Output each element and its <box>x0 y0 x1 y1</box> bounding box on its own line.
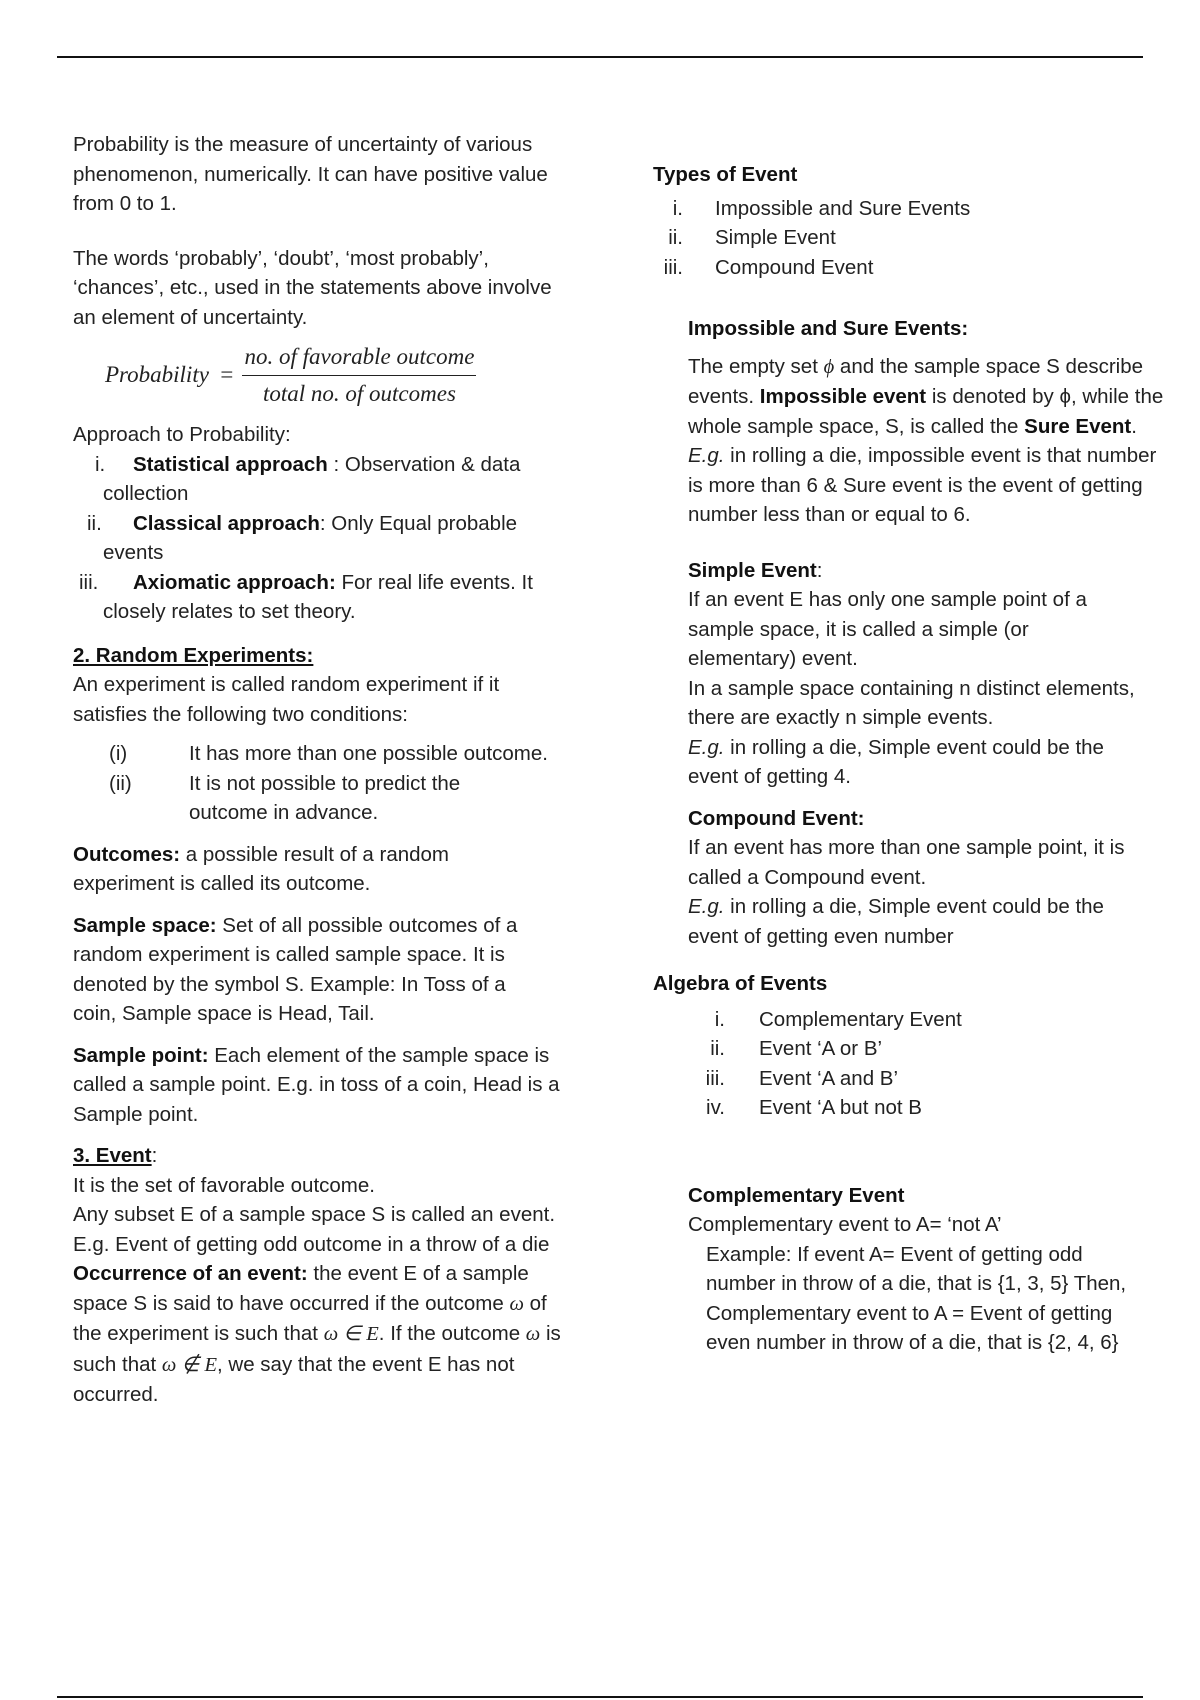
types-num: ii. <box>668 226 683 249</box>
definition-text: and the sample space S describe events. <box>688 354 1144 408</box>
simple-event-heading-text: Simple Event <box>688 558 817 582</box>
complementary-example: Example: If event A= Event of getting odd number in throw of a die, that is {1, 3, 5} Then, Complementary event to A = Event of getting even number in throw of a die, that is {2, 4, 6} <box>706 1242 1127 1354</box>
algebra-list <box>653 1005 1173 1123</box>
compound-event-heading: Compound Event: <box>688 806 865 830</box>
event-line: Any subset E of a sample space S is called an event. E.g. Event of getting odd outcome in a throw of a die <box>73 1203 556 1256</box>
simple-event-example <box>688 733 1158 792</box>
approach-item <box>73 568 543 627</box>
impossible-sure-heading: Impossible and Sure Events: <box>688 317 969 340</box>
event-heading-text: 3. Event <box>73 1144 152 1167</box>
left-column <box>73 130 593 1410</box>
right-column <box>653 160 1173 1358</box>
random-experiments-text: An experiment is called random experiment if it satisfies the following two conditions: <box>73 673 500 726</box>
simple-event-text: In a sample space containing n distinct elements, there are exactly n simple events. <box>688 676 1135 729</box>
simple-event-heading-colon: : <box>816 558 823 582</box>
example-label: E.g. <box>688 735 725 759</box>
types-list <box>653 194 1173 283</box>
condition-item <box>109 739 593 769</box>
occurrence-label: Occurrence of an event: <box>73 1262 308 1285</box>
condition-num: (ii) <box>109 771 132 795</box>
example-label: E.g. <box>688 895 725 918</box>
compound-event-text: If an event has more than one sample point, it is called a Compound event. <box>688 836 1125 889</box>
types-item <box>653 253 1173 283</box>
sample-point-text: Each element of the sample space is called a sample point. E.g. in toss of a coin, Head is a Sample point. <box>73 1043 560 1126</box>
types-num: i. <box>672 196 683 220</box>
formula-fraction <box>242 342 476 408</box>
phi-symbol: ϕ <box>823 355 835 378</box>
formula-denominator: total no. of outcomes <box>262 380 456 406</box>
outcomes-label: Outcomes: <box>73 842 181 866</box>
omega-symbol: ω <box>509 1292 524 1315</box>
sample-space-text: Set of all possible outcomes of a random experiment is called sample space. It is denoted by the symbol S. Example: In Toss of a coin, Sample space is Head, Tail. <box>73 913 518 1025</box>
formula-lhs: Probability <box>105 362 209 388</box>
occurrence-text: is such that <box>73 1322 561 1376</box>
simple-event-heading <box>688 556 1168 586</box>
example-label: E.g. <box>688 444 725 467</box>
algebra-item <box>653 1093 1173 1123</box>
intro-paragraph: Probability is the measure of uncertainty of various phenomenon, numerically. It can have positive value from 0 to 1. <box>73 133 548 215</box>
approach-text: : Only Equal probable events <box>103 511 518 564</box>
algebra-item <box>653 1005 1173 1035</box>
probability-formula <box>105 342 593 408</box>
occurrence-text: , we say that the event E has not occurred. <box>73 1352 515 1406</box>
algebra-item <box>653 1064 1173 1094</box>
approach-num: ii. <box>87 511 102 535</box>
algebra-text: Event ‘A but not B <box>759 1096 922 1119</box>
event-heading <box>73 1141 593 1171</box>
approach-text: For real life events. It closely relates to set theory. <box>103 570 533 623</box>
algebra-text: Complementary Event <box>759 1007 962 1031</box>
sample-space-definition <box>73 911 543 1029</box>
approach-title: Classical approach <box>133 511 320 535</box>
simple-event-text: If an event E has only one sample point of a sample space, it is called a simple (or elementary) event. <box>688 588 1087 670</box>
occurrence-definition <box>73 1259 568 1410</box>
types-item <box>653 223 1173 253</box>
compound-event-example <box>688 892 1158 951</box>
sample-space-label: Sample space: <box>73 913 217 937</box>
random-experiments-heading: 2. Random Experiments: <box>73 643 314 667</box>
not-element-of-expression: ω ∉ E <box>161 1353 217 1376</box>
condition-item <box>109 769 593 828</box>
algebra-num: iv. <box>706 1096 725 1119</box>
approach-title: Axiomatic approach: <box>133 570 336 594</box>
algebra-num: ii. <box>710 1037 725 1060</box>
sample-point-label: Sample point: <box>73 1043 209 1067</box>
approach-list <box>73 450 543 627</box>
condition-num: (i) <box>109 742 128 765</box>
occurrence-text: the event E of a sample space S is said to have occurred if the outcome <box>73 1262 529 1315</box>
complementary-definition: Complementary event to A= ‘not A’ <box>688 1213 1002 1236</box>
types-num: iii. <box>663 255 683 279</box>
types-item <box>653 194 1173 224</box>
definition-text: is denoted by ϕ, while the whole sample space, S, is called the <box>688 385 1164 438</box>
formula-numerator: no. of favorable outcome <box>242 342 476 376</box>
sample-point-definition <box>73 1041 563 1130</box>
condition-text: It is not possible to predict the outcome in advance. <box>189 771 461 824</box>
top-rule <box>57 56 1143 58</box>
approach-text: : Observation & data collection <box>103 452 521 505</box>
uncertainty-paragraph: The words ‘probably’, ‘doubt’, ‘most probably’, ‘chances’, etc., used in the statements above involve an element of uncertainty. <box>73 246 552 329</box>
algebra-num: i. <box>714 1007 725 1031</box>
formula-equals: = <box>218 362 235 388</box>
types-of-event-heading: Types of Event <box>653 163 798 186</box>
algebra-text: Event ‘A or B’ <box>759 1037 883 1060</box>
event-heading-colon: : <box>151 1144 158 1167</box>
algebra-num: iii. <box>705 1066 725 1090</box>
approach-item <box>73 450 543 509</box>
impossible-sure-definition <box>688 352 1168 442</box>
condition-text: It has more than one possible outcome. <box>189 742 548 765</box>
element-of-expression: ω ∈ E <box>323 1323 379 1345</box>
approach-heading: Approach to Probability: <box>73 423 291 446</box>
approach-num: iii. <box>79 570 99 594</box>
types-text: Impossible and Sure Events <box>715 196 971 220</box>
sure-event-term: Sure Event <box>1024 414 1132 438</box>
approach-item <box>73 509 543 568</box>
occurrence-text: . If the outcome <box>378 1322 526 1345</box>
event-line: It is the set of favorable outcome. <box>73 1173 375 1197</box>
omega-symbol: ω <box>525 1323 541 1345</box>
complementary-event-heading: Complementary Event <box>688 1183 905 1207</box>
types-text: Compound Event <box>715 255 874 279</box>
outcomes-definition <box>73 840 493 899</box>
impossible-event-term: Impossible event <box>759 385 927 408</box>
algebra-text: Event ‘A and B’ <box>759 1066 899 1090</box>
approach-title: Statistical approach <box>133 452 328 476</box>
bottom-rule <box>57 1696 1143 1698</box>
approach-num: i. <box>95 452 106 476</box>
algebra-item <box>653 1034 1173 1064</box>
example-text: in rolling a die, Simple event could be the event of getting 4. <box>688 735 1104 788</box>
impossible-sure-example <box>688 441 1168 530</box>
example-text: in rolling a die, impossible event is that number is more than 6 & Sure event is the event of getting number less than or equal to 6. <box>688 444 1157 526</box>
types-text: Simple Event <box>715 226 836 249</box>
definition-text: . <box>1131 414 1137 438</box>
definition-text: The empty set <box>688 354 824 378</box>
example-text: in rolling a die, Simple event could be the event of getting even number <box>688 895 1104 948</box>
occurrence-text: of the experiment is such that <box>73 1291 547 1345</box>
outcomes-text: a possible result of a random experiment is called its outcome. <box>73 842 450 895</box>
algebra-of-events-heading: Algebra of Events <box>653 972 828 995</box>
